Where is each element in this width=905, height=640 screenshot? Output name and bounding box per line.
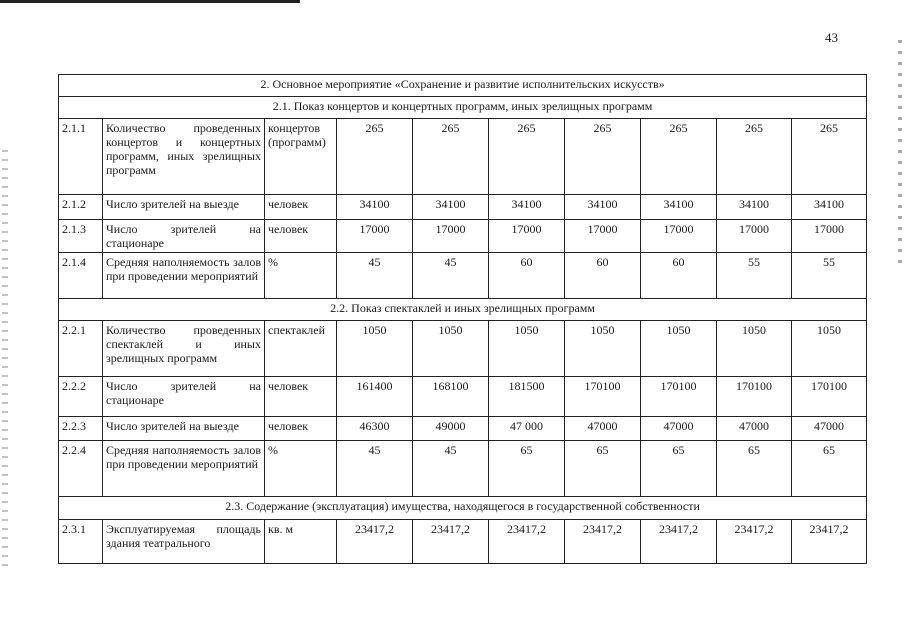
section-header-row <box>59 497 867 520</box>
scan-edge-marks-right <box>898 40 902 270</box>
row-name: Средняя наполняемость залов при проведении мероприятий <box>103 253 265 299</box>
row-name: Количество проведенных концертов и концертных программ, иных зрелищных программ <box>103 119 265 195</box>
row-value: 23417,2 <box>717 520 792 564</box>
row-value: 65 <box>792 441 867 497</box>
row-code: 2.2.4 <box>59 441 103 497</box>
row-value: 34100 <box>413 195 489 220</box>
row-value: 23417,2 <box>565 520 641 564</box>
section-title: 2.2. Показ спектаклей и иных зрелищных программ <box>59 299 867 321</box>
row-value: 170100 <box>641 377 717 417</box>
row-value: 1050 <box>717 321 792 377</box>
row-value: 23417,2 <box>413 520 489 564</box>
row-value: 17000 <box>792 220 867 253</box>
row-value: 168100 <box>413 377 489 417</box>
table-body <box>59 75 867 564</box>
table-row <box>59 253 867 299</box>
row-value: 265 <box>489 119 565 195</box>
row-name: Число зрителей на выезде <box>103 195 265 220</box>
row-value: 17000 <box>413 220 489 253</box>
row-value: 47 000 <box>489 417 565 441</box>
row-value: 1050 <box>641 321 717 377</box>
row-value: 23417,2 <box>641 520 717 564</box>
row-value: 34100 <box>489 195 565 220</box>
row-value: 265 <box>565 119 641 195</box>
row-value: 1050 <box>792 321 867 377</box>
row-value: 17000 <box>717 220 792 253</box>
row-value: 47000 <box>641 417 717 441</box>
row-name: Число зрителей на стационаре <box>103 220 265 253</box>
row-code: 2.1.3 <box>59 220 103 253</box>
row-value: 45 <box>337 441 413 497</box>
row-value: 181500 <box>489 377 565 417</box>
row-value: 265 <box>337 119 413 195</box>
table-row <box>59 321 867 377</box>
row-value: 17000 <box>489 220 565 253</box>
page-bottom <box>0 598 905 640</box>
row-value: 34100 <box>641 195 717 220</box>
row-value: 161400 <box>337 377 413 417</box>
row-unit: человек <box>265 417 337 441</box>
row-value: 60 <box>489 253 565 299</box>
row-value: 65 <box>641 441 717 497</box>
row-value: 34100 <box>717 195 792 220</box>
row-value: 265 <box>717 119 792 195</box>
row-value: 265 <box>641 119 717 195</box>
row-code: 2.2.2 <box>59 377 103 417</box>
row-value: 65 <box>565 441 641 497</box>
row-value: 1050 <box>565 321 641 377</box>
page-number: 43 <box>825 30 838 45</box>
section-title: 2.3. Содержание (эксплуатация) имущества, находящегося в государственной собственности <box>59 497 867 520</box>
row-value: 47000 <box>717 417 792 441</box>
row-value: 23417,2 <box>337 520 413 564</box>
row-unit: спектаклей <box>265 321 337 377</box>
table-row <box>59 520 867 564</box>
row-unit: % <box>265 441 337 497</box>
table-row <box>59 417 867 441</box>
row-unit: кв. м <box>265 520 337 564</box>
row-name: Количество проведенных спектаклей и иных зрелищных программ <box>103 321 265 377</box>
row-code: 2.1.1 <box>59 119 103 195</box>
row-value: 45 <box>413 441 489 497</box>
table-row <box>59 220 867 253</box>
row-name: Число зрителей на стационаре <box>103 377 265 417</box>
row-value: 65 <box>489 441 565 497</box>
section-header-row <box>59 97 867 119</box>
row-code: 2.2.1 <box>59 321 103 377</box>
row-unit: % <box>265 253 337 299</box>
indicators-table <box>58 74 867 564</box>
row-unit: концертов (программ) <box>265 119 337 195</box>
row-unit: человек <box>265 195 337 220</box>
row-value: 49000 <box>413 417 489 441</box>
section-title: 2.1. Показ концертов и концертных программ, иных зрелищных программ <box>59 97 867 119</box>
table-row <box>59 377 867 417</box>
row-value: 23417,2 <box>792 520 867 564</box>
section-header-row <box>59 299 867 321</box>
row-unit: человек <box>265 220 337 253</box>
section-header-row <box>59 75 867 97</box>
row-value: 47000 <box>792 417 867 441</box>
row-value: 46300 <box>337 417 413 441</box>
row-value: 45 <box>337 253 413 299</box>
row-value: 1050 <box>413 321 489 377</box>
row-name: Эксплуатируемая площадь здания театрального <box>103 520 265 564</box>
row-name: Число зрителей на выезде <box>103 417 265 441</box>
row-code: 2.1.2 <box>59 195 103 220</box>
row-value: 170100 <box>792 377 867 417</box>
row-value: 1050 <box>489 321 565 377</box>
row-value: 34100 <box>792 195 867 220</box>
scan-edge-marks <box>2 150 8 570</box>
table-row <box>59 195 867 220</box>
row-code: 2.3.1 <box>59 520 103 564</box>
row-value: 34100 <box>565 195 641 220</box>
row-value: 17000 <box>565 220 641 253</box>
row-value: 47000 <box>565 417 641 441</box>
row-value: 170100 <box>717 377 792 417</box>
row-value: 265 <box>413 119 489 195</box>
row-value: 60 <box>565 253 641 299</box>
row-value: 17000 <box>641 220 717 253</box>
row-value: 17000 <box>337 220 413 253</box>
row-name: Средняя наполняемость залов при проведении мероприятий <box>103 441 265 497</box>
row-code: 2.2.3 <box>59 417 103 441</box>
row-unit: человек <box>265 377 337 417</box>
row-value: 170100 <box>565 377 641 417</box>
row-value: 65 <box>717 441 792 497</box>
row-value: 34100 <box>337 195 413 220</box>
row-value: 23417,2 <box>489 520 565 564</box>
row-value: 60 <box>641 253 717 299</box>
row-value: 265 <box>792 119 867 195</box>
table-row <box>59 119 867 195</box>
row-value: 1050 <box>337 321 413 377</box>
table-row <box>59 441 867 497</box>
row-value: 55 <box>717 253 792 299</box>
top-rule <box>0 0 300 3</box>
row-value: 45 <box>413 253 489 299</box>
section-title: 2. Основное мероприятие «Сохранение и развитие исполнительских искусств» <box>59 75 867 97</box>
row-code: 2.1.4 <box>59 253 103 299</box>
row-value: 55 <box>792 253 867 299</box>
